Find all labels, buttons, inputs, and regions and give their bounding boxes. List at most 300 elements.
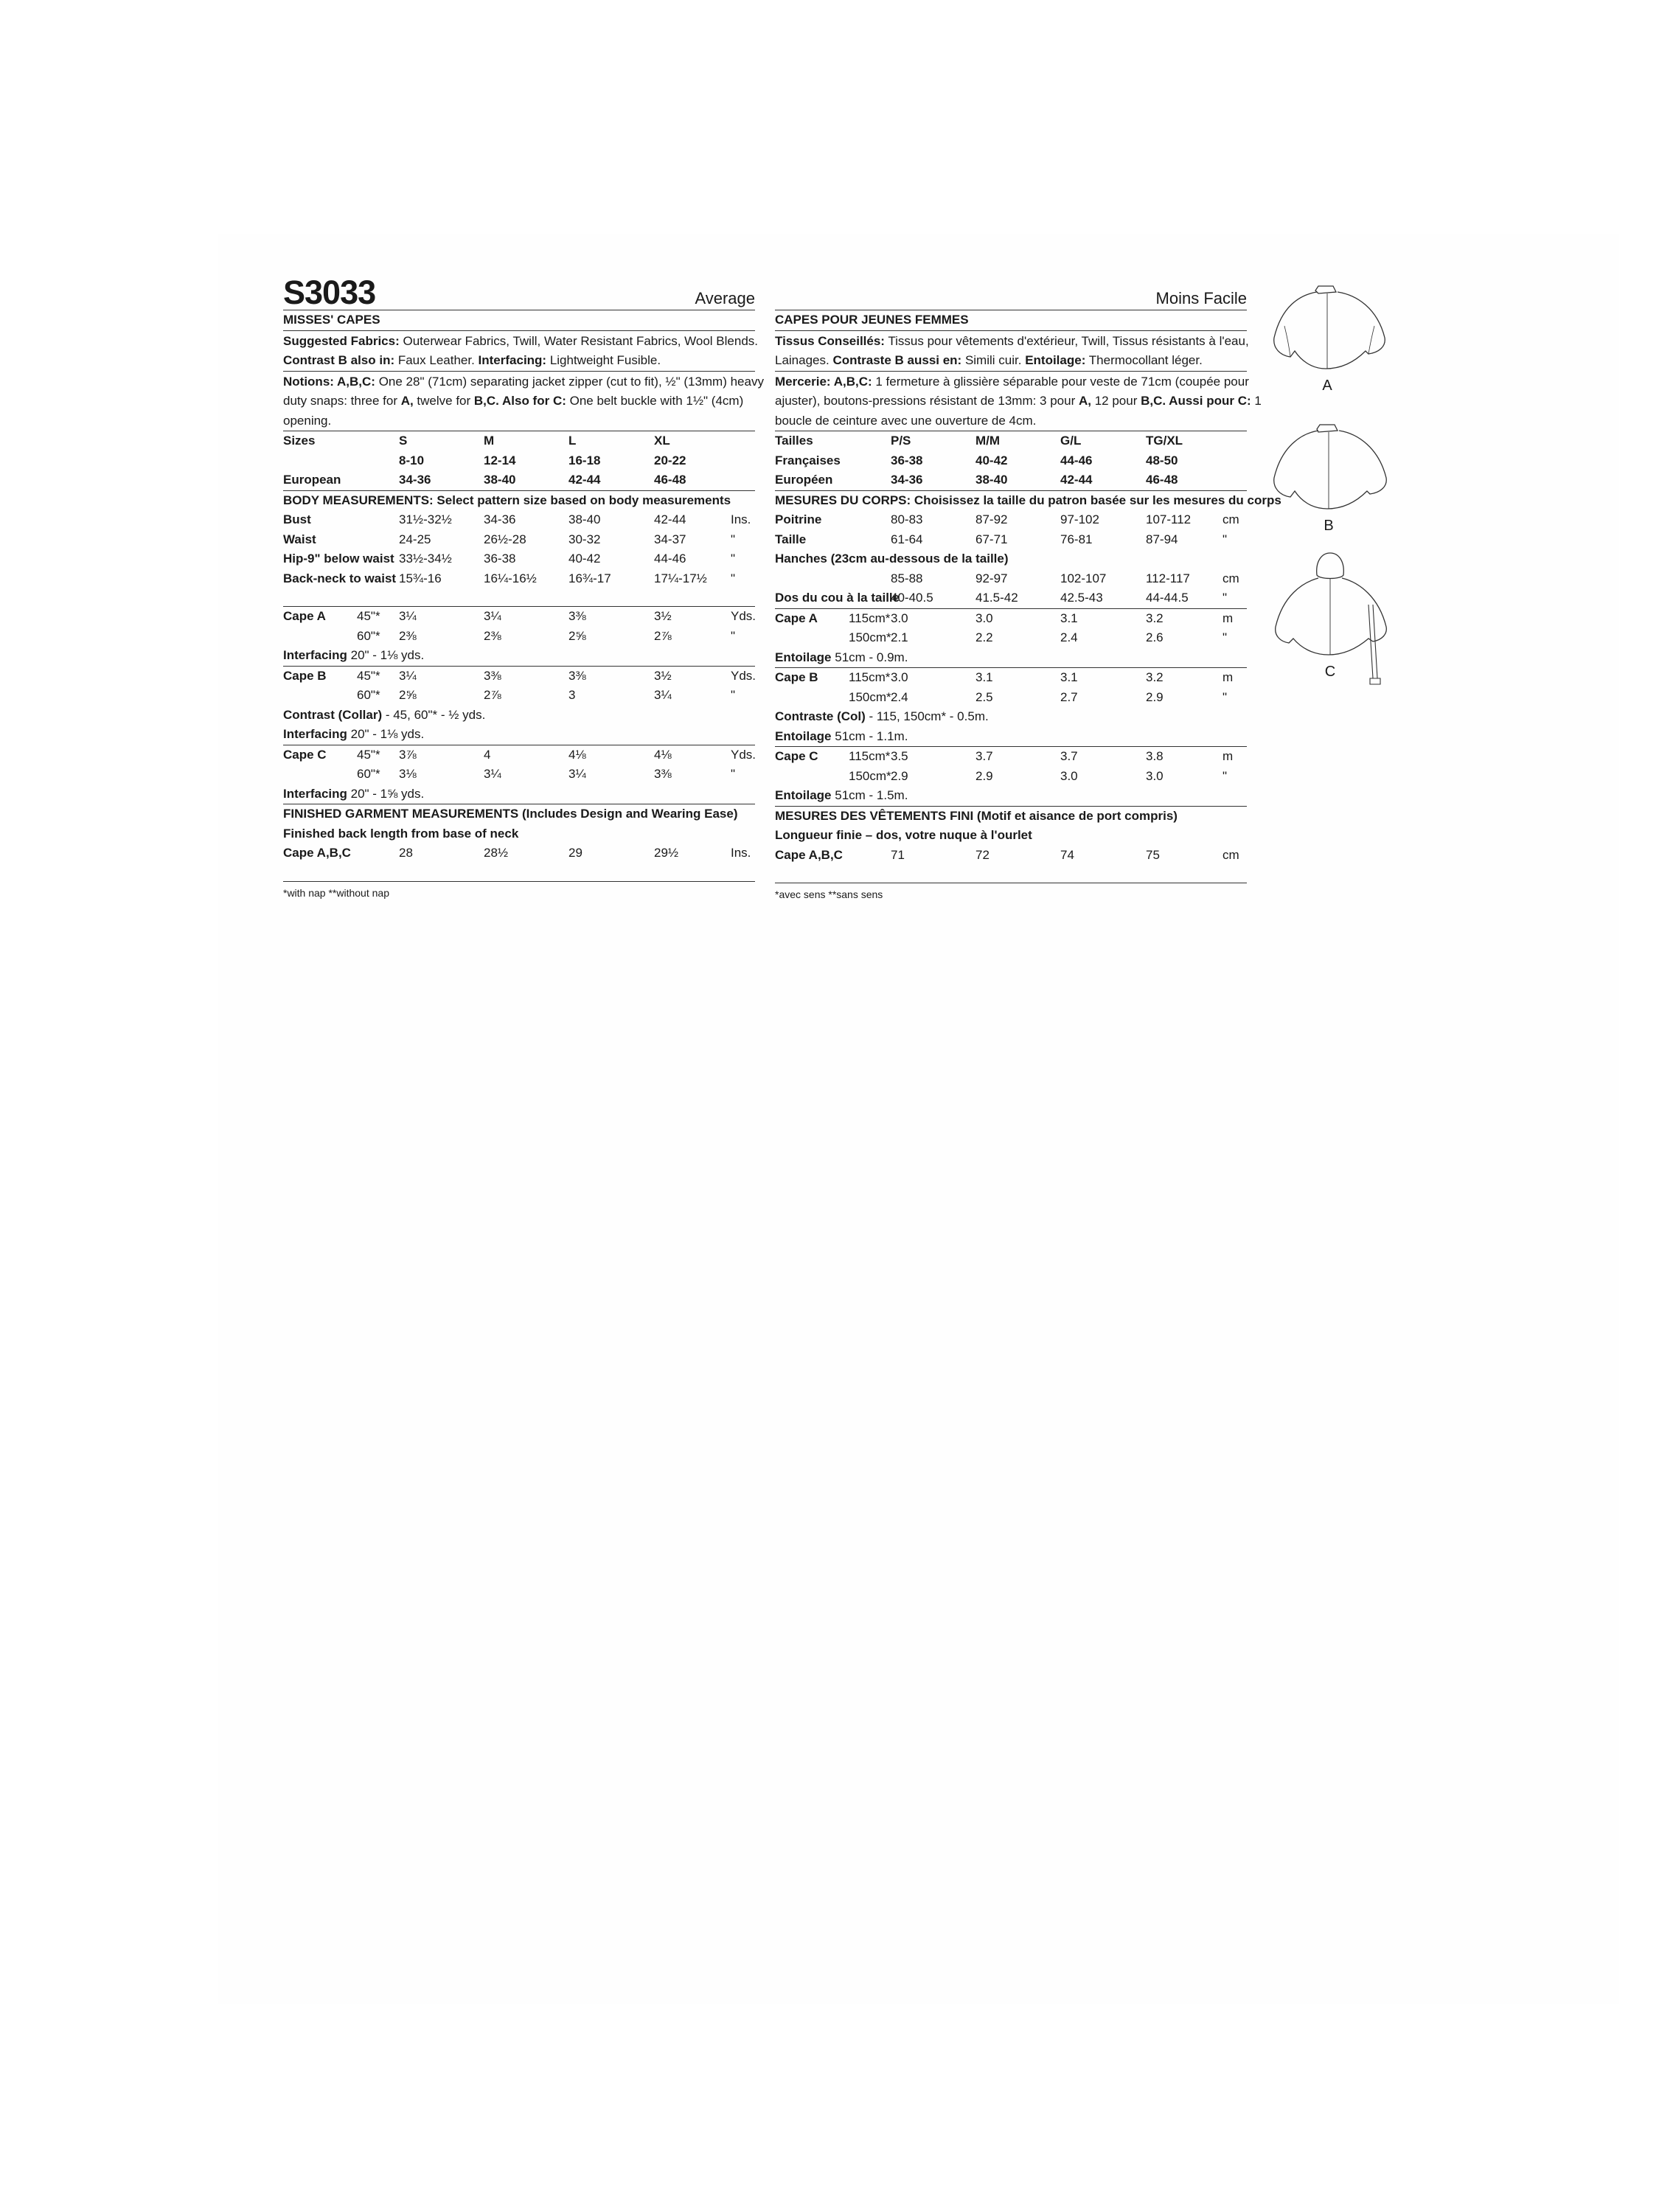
notions-text xyxy=(775,372,1262,431)
measurement-cell: " xyxy=(1222,532,1228,546)
yardage-cell: 60"* xyxy=(357,767,380,781)
text-line xyxy=(775,351,1203,371)
yardage-note xyxy=(775,648,1247,668)
measurement-row xyxy=(775,510,1247,530)
yardage-table xyxy=(283,607,755,804)
measurement-cell: 97-102 xyxy=(1060,512,1099,526)
text-segment: 51cm - 1.5m. xyxy=(831,788,908,802)
yardage-cell: Yds. xyxy=(731,747,757,762)
text-segment: Thermocollant léger. xyxy=(1085,353,1203,367)
measurement-cell: Bust xyxy=(283,512,311,526)
yardage-note xyxy=(283,785,755,804)
finished-row xyxy=(775,846,1247,866)
size-cell: XL xyxy=(654,434,670,448)
yardage-cell: 3.0 xyxy=(891,670,908,684)
measurement-row xyxy=(283,530,755,550)
yardage-cell: 3.2 xyxy=(1146,670,1164,684)
measurement-cell: 38-40 xyxy=(568,512,601,526)
size-cell: M xyxy=(484,434,495,448)
yardage-cell: 3¼ xyxy=(568,767,586,781)
size-cell: 36-38 xyxy=(891,453,923,467)
size-cell: M/M xyxy=(975,434,1001,448)
finished-cell: 28 xyxy=(399,846,413,860)
size-cell: 46-48 xyxy=(1146,473,1178,487)
yardage-cell: Yds. xyxy=(731,609,757,623)
text-segment: Entoilage xyxy=(775,788,832,802)
finished-heading: MESURES DES VÊTEMENTS FINI (Motif et aisance de port compris) xyxy=(775,808,1178,823)
yardage-cell: " xyxy=(731,628,736,643)
measurement-cell: 30-32 xyxy=(568,532,601,546)
size-cell: Tailles xyxy=(775,434,813,448)
text-segment: A, xyxy=(400,394,414,408)
size-cell: 42-44 xyxy=(1060,473,1093,487)
yardage-cell: m xyxy=(1222,670,1234,684)
yardage-cell: 3.0 xyxy=(1060,768,1078,783)
text-segment: Hanches (23cm au-dessous de la taille) xyxy=(775,552,1009,566)
text-segment: Lainages. xyxy=(775,353,833,367)
text-segment: Contraste B aussi en: xyxy=(832,353,962,367)
yardage-note xyxy=(283,706,755,726)
measurement-cell: 67-71 xyxy=(975,532,1008,546)
view-label-c: C xyxy=(1324,664,1336,680)
yardage-note xyxy=(775,707,1247,727)
measurement-cell: 85-88 xyxy=(891,571,923,585)
finished-cell: 28½ xyxy=(484,846,509,860)
yardage-cell: 115cm* xyxy=(849,749,891,763)
yardage-cell: 150cm* xyxy=(849,689,891,704)
size-cell: Françaises xyxy=(775,453,841,467)
text-segment: Interfacing: xyxy=(478,353,547,367)
yardage-row xyxy=(775,767,1247,787)
text-line xyxy=(775,332,1249,352)
size-row xyxy=(775,470,1247,490)
cape-sketches xyxy=(1265,280,1391,693)
text-segment: Interfacing xyxy=(283,727,347,741)
measurement-cell: 16¼-16½ xyxy=(484,571,537,585)
size-cell: TG/XL xyxy=(1146,434,1183,448)
yardage-cell: 3.5 xyxy=(891,749,908,763)
finished-table xyxy=(283,844,755,863)
text-segment: Mercerie: A,B,C: xyxy=(775,374,872,389)
text-line xyxy=(283,725,424,745)
finished-row xyxy=(283,844,755,863)
yardage-cell: 150cm* xyxy=(849,768,891,783)
measurement-row xyxy=(283,549,755,569)
text-segment: duty snaps: three for xyxy=(283,394,401,408)
yardage-cell: 3.0 xyxy=(891,611,908,625)
yardage-cell: Cape C xyxy=(775,749,818,763)
text-segment: boucle de ceinture avec une ouverture de 4cm. xyxy=(775,413,1037,428)
cape-sketches-svg xyxy=(1265,280,1391,693)
header xyxy=(283,276,755,310)
yardage-cell: m xyxy=(1222,749,1234,763)
yardage-cell: 115cm* xyxy=(849,611,891,625)
text-segment: Contrast (Collar) xyxy=(283,707,383,722)
text-segment: ajuster), boutons-pressions résistant de 13mm: 3 pour xyxy=(775,394,1079,408)
text-segment: 1 xyxy=(1251,394,1262,408)
size-row xyxy=(283,470,755,490)
text-line xyxy=(283,372,764,392)
finished-cell: 74 xyxy=(1060,847,1074,862)
yardage-cell: 3¼ xyxy=(484,767,501,781)
cape-a-drawing xyxy=(1274,286,1385,369)
measurement-cell: " xyxy=(1222,591,1228,605)
yardage-cell: 3.7 xyxy=(975,749,993,763)
measurement-cell: " xyxy=(731,571,736,585)
english-column xyxy=(283,274,764,901)
size-row xyxy=(283,431,755,451)
measurement-cell: 44-46 xyxy=(654,552,686,566)
finished-heading: FINISHED GARMENT MEASUREMENTS (Includes Design and Wearing Ease) xyxy=(283,807,738,821)
yardage-cell: 2⅝ xyxy=(568,628,586,643)
yardage-group xyxy=(775,668,1247,746)
yardage-cell: 3 xyxy=(568,688,576,702)
text-line xyxy=(775,727,908,747)
yardage-cell: 3.0 xyxy=(975,611,993,625)
size-row xyxy=(775,451,1247,471)
size-cell: 38-40 xyxy=(975,473,1008,487)
yardage-cell: 3½ xyxy=(654,668,672,683)
size-cell: 16-18 xyxy=(568,453,601,467)
size-cell: 48-50 xyxy=(1146,453,1178,467)
text-segment: Faux Leather. xyxy=(394,353,479,367)
measurement-cell: Dos du cou à la taille xyxy=(775,591,900,605)
yardage-cell: " xyxy=(731,767,736,781)
size-row xyxy=(283,451,755,471)
measurement-cell: Poitrine xyxy=(775,512,822,526)
text-segment: opening. xyxy=(283,413,332,428)
size-cell: 34-36 xyxy=(891,473,923,487)
finished-cell: 75 xyxy=(1146,847,1160,862)
text-segment: 20" - 1⅝ yds. xyxy=(347,786,425,801)
measurement-cell: 40-42 xyxy=(568,552,601,566)
text-segment: 1 fermeture à glissière séparable pour veste de 71cm (coupée pour xyxy=(872,374,1249,389)
size-cell: G/L xyxy=(1060,434,1082,448)
size-cell: 38-40 xyxy=(484,473,516,487)
text-line xyxy=(775,411,1036,431)
size-row xyxy=(775,431,1247,451)
measurement-cell: Taille xyxy=(775,532,807,546)
size-cell: Européen xyxy=(775,473,833,487)
yardage-cell: 2⅝ xyxy=(399,688,417,702)
view-label-a: A xyxy=(1322,378,1332,394)
yardage-row xyxy=(775,609,1247,629)
yardage-note xyxy=(775,727,1247,747)
body-measurements-heading: MESURES DU CORPS: Choisissez la taille du patron basée sur les mesures du corps xyxy=(775,493,1281,507)
yardage-cell: 3⅜ xyxy=(568,609,586,623)
text-segment: Lightweight Fusible. xyxy=(546,353,661,367)
yardage-cell: 60"* xyxy=(357,628,380,643)
yardage-cell: 3⅜ xyxy=(654,767,672,781)
notions-line xyxy=(775,372,1247,392)
measurement-cell: 42-44 xyxy=(654,512,686,526)
size-cell: 44-46 xyxy=(1060,453,1093,467)
yardage-group xyxy=(775,609,1247,668)
fabrics-line xyxy=(283,332,758,352)
yardage-cell: 2.4 xyxy=(1060,630,1078,644)
text-segment: Interfacing xyxy=(283,786,347,801)
size-cell: Sizes xyxy=(283,434,316,448)
measurement-cell: cm xyxy=(1222,571,1239,585)
yardage-cell: 2.5 xyxy=(975,689,993,704)
text-segment: Tissus pour vêtements d'extérieur, Twill, Tissus résistants à l'eau, xyxy=(884,333,1249,348)
text-segment: Outerwear Fabrics, Twill, Water Resistant Fabrics, Wool Blends. xyxy=(399,333,758,348)
yardage-cell: 2.9 xyxy=(891,768,908,783)
text-segment: Suggested Fabrics: xyxy=(283,333,400,348)
yardage-cell: 3.8 xyxy=(1146,749,1164,763)
text-segment: Interfacing xyxy=(283,648,347,662)
size-table xyxy=(283,431,755,490)
text-segment: One belt buckle with 1½" (4cm) xyxy=(566,394,744,408)
text-segment: - 115, 150cm* - 0.5m. xyxy=(865,709,989,723)
yardage-cell: 3.0 xyxy=(1146,768,1164,783)
yardage-cell: 150cm* xyxy=(849,630,891,644)
measurement-cell: Waist xyxy=(283,532,316,546)
text-segment: Entoilage xyxy=(775,650,832,664)
french-column xyxy=(775,276,1281,902)
finished-cell: Ins. xyxy=(731,846,751,860)
size-cell: L xyxy=(568,434,577,448)
yardage-cell: 2⅜ xyxy=(399,628,417,643)
yardage-cell: Cape A xyxy=(283,609,326,623)
yardage-cell: 3⅜ xyxy=(484,668,501,683)
text-segment: Entoilage: xyxy=(1025,353,1086,367)
text-segment: twelve for xyxy=(413,394,474,408)
yardage-row xyxy=(283,607,755,627)
yardage-cell: " xyxy=(1222,689,1228,704)
notions-line xyxy=(283,372,764,392)
text-segment: Entoilage xyxy=(775,728,832,743)
notions-line xyxy=(283,411,755,431)
yardage-row xyxy=(283,765,755,785)
finished-cell: Cape A,B,C xyxy=(283,846,351,860)
yardage-note xyxy=(775,786,1247,806)
yardage-cell: 3¼ xyxy=(484,609,501,623)
fabrics-line xyxy=(775,351,1247,371)
measurement-cell: 33½-34½ xyxy=(399,552,452,566)
notions-line xyxy=(283,392,755,411)
yardage-cell: 3.1 xyxy=(1060,611,1078,625)
yardage-group xyxy=(775,747,1247,806)
yardage-cell: 45"* xyxy=(357,609,380,623)
yardage-cell: 3¼ xyxy=(399,668,417,683)
yardage-row xyxy=(775,688,1247,708)
text-line xyxy=(283,411,331,431)
text-segment: A, xyxy=(1078,394,1091,408)
size-cell: European xyxy=(283,473,341,487)
text-line xyxy=(775,549,1009,569)
text-line xyxy=(283,351,661,371)
measurement-cell: 34-36 xyxy=(484,512,516,526)
yardage-cell: 3.1 xyxy=(1060,670,1078,684)
size-cell: P/S xyxy=(891,434,911,448)
measurement-row xyxy=(775,569,1247,589)
body-measurements-heading: BODY MEASUREMENTS: Select pattern size based on body measurements xyxy=(283,493,731,507)
yardage-cell: 3¼ xyxy=(654,688,672,702)
text-segment: 51cm - 0.9m. xyxy=(831,650,908,664)
yardage-cell: " xyxy=(1222,768,1228,783)
text-segment: Tissus Conseillés: xyxy=(775,333,885,348)
measurement-cell: 87-94 xyxy=(1146,532,1178,546)
footnote: *with nap **without nap xyxy=(283,886,389,899)
measurement-cell: 76-81 xyxy=(1060,532,1093,546)
text-segment: 51cm - 1.1m. xyxy=(831,728,908,743)
body-line xyxy=(775,549,1247,569)
size-cell: 12-14 xyxy=(484,453,516,467)
measurement-cell: Back-neck to waist xyxy=(283,571,397,585)
measurement-cell: 24-25 xyxy=(399,532,431,546)
text-line xyxy=(283,332,758,352)
yardage-cell: 3⅞ xyxy=(399,747,417,762)
yardage-group xyxy=(283,745,755,804)
measurement-cell: 44-44.5 xyxy=(1146,591,1189,605)
measurement-cell: " xyxy=(731,552,736,566)
yardage-row xyxy=(775,628,1247,648)
measurement-cell: 15¾-16 xyxy=(399,571,442,585)
yardage-cell: " xyxy=(731,688,736,702)
text-segment: Contrast B also in: xyxy=(283,353,395,367)
yardage-cell: Cape C xyxy=(283,747,327,762)
measurement-cell: 41.5-42 xyxy=(975,591,1018,605)
yardage-cell: 2.2 xyxy=(975,630,993,644)
measurement-cell: 80-83 xyxy=(891,512,923,526)
yardage-cell: 2.7 xyxy=(1060,689,1078,704)
text-segment: 20" - 1⅛ yds. xyxy=(347,727,425,741)
yardage-note xyxy=(283,725,755,745)
text-line xyxy=(283,785,424,804)
measurement-cell: 34-37 xyxy=(654,532,686,546)
yardage-group xyxy=(283,607,755,666)
size-cell: 40-42 xyxy=(975,453,1008,467)
notions-line xyxy=(775,392,1262,411)
measurement-cell: " xyxy=(731,532,736,546)
difficulty-level: Moins Facile xyxy=(1155,289,1247,307)
text-line xyxy=(775,707,989,727)
text-line xyxy=(775,786,908,806)
yardage-cell: 3.7 xyxy=(1060,749,1078,763)
yardage-cell: 45"* xyxy=(357,668,380,683)
cape-b-drawing xyxy=(1274,425,1387,509)
text-line xyxy=(775,372,1249,392)
body-measurements-table xyxy=(775,510,1247,608)
yardage-row xyxy=(283,667,755,686)
size-cell: 20-22 xyxy=(654,453,686,467)
yardage-cell: Cape A xyxy=(775,611,818,625)
yardage-cell: 2.9 xyxy=(975,768,993,783)
text-line xyxy=(283,392,743,411)
yardage-cell: 2⅞ xyxy=(654,628,672,643)
yardage-cell: 3¼ xyxy=(399,609,417,623)
text-segment: Simili cuir. xyxy=(961,353,1026,367)
yardage-table xyxy=(775,609,1247,807)
size-cell: S xyxy=(399,434,408,448)
yardage-cell: Cape B xyxy=(283,668,327,683)
yardage-cell: 45"* xyxy=(357,747,380,762)
text-segment: 12 pour xyxy=(1091,394,1141,408)
view-label-b: B xyxy=(1324,518,1334,534)
yardage-cell: 60"* xyxy=(357,688,380,702)
measurement-cell: 36-38 xyxy=(484,552,516,566)
pattern-code: S3033 xyxy=(283,274,376,311)
yardage-cell: 4 xyxy=(484,747,491,762)
fabrics-text xyxy=(283,331,758,371)
measurement-row xyxy=(283,510,755,530)
text-line xyxy=(775,392,1262,411)
finished-cell: 72 xyxy=(975,847,990,862)
notions-line xyxy=(775,411,1247,431)
section-title: MISSES' CAPES xyxy=(283,313,380,327)
yardage-cell: m xyxy=(1222,611,1234,625)
finished-subheading: Finished back length from base of neck xyxy=(283,826,519,841)
yardage-cell: Yds. xyxy=(731,668,757,683)
yardage-row xyxy=(283,627,755,647)
measurement-cell: 17¼-17½ xyxy=(654,571,707,585)
yardage-cell: 3½ xyxy=(654,609,672,623)
finished-cell: 29½ xyxy=(654,846,679,860)
measurement-cell: 26½-28 xyxy=(484,532,526,546)
measurement-row xyxy=(283,569,755,589)
measurement-cell: cm xyxy=(1222,512,1239,526)
measurement-cell: 42.5-43 xyxy=(1060,591,1103,605)
text-segment: - 45, 60"* - ½ yds. xyxy=(382,707,486,722)
fabrics-line xyxy=(775,332,1247,352)
yardage-group xyxy=(283,667,755,745)
measurement-cell: Ins. xyxy=(731,512,751,526)
size-cell: 46-48 xyxy=(654,473,686,487)
measurement-cell: Hip-9" below waist xyxy=(283,552,394,566)
yardage-cell: Cape B xyxy=(775,670,818,684)
finished-cell: cm xyxy=(1222,847,1239,862)
measurement-cell: 31½-32½ xyxy=(399,512,452,526)
measurement-row xyxy=(775,588,1247,608)
yardage-cell: 3.1 xyxy=(975,670,993,684)
yardage-row xyxy=(775,747,1247,767)
yardage-cell: 2⅜ xyxy=(484,628,501,643)
text-segment: Notions: A,B,C: xyxy=(283,374,375,389)
fabrics-line xyxy=(283,351,755,371)
yardage-cell: 4⅛ xyxy=(654,747,672,762)
measurement-cell: 92-97 xyxy=(975,571,1008,585)
size-table xyxy=(775,431,1247,490)
measurement-row xyxy=(775,530,1247,550)
yardage-cell: 2.6 xyxy=(1146,630,1164,644)
text-line xyxy=(283,646,424,666)
text-line xyxy=(283,706,485,726)
text-segment: Contraste (Col) xyxy=(775,709,866,723)
fabrics-text xyxy=(775,331,1247,371)
body-measurements-table xyxy=(283,510,755,588)
measurement-cell: 112-117 xyxy=(1146,571,1190,585)
finished-table xyxy=(775,846,1247,866)
measurement-cell: 107-112 xyxy=(1146,512,1192,526)
text-segment: B,C. Aussi pour C: xyxy=(1141,394,1251,408)
yardage-cell: 3.2 xyxy=(1146,611,1164,625)
section-title: CAPES POUR JEUNES FEMMES xyxy=(775,313,969,327)
yardage-cell: " xyxy=(1222,630,1228,644)
finished-cell: Cape A,B,C xyxy=(775,847,843,862)
yardage-cell: 2.9 xyxy=(1146,689,1164,704)
yardage-note xyxy=(283,646,755,666)
text-segment: One 28" (71cm) separating jacket zipper (cut to fit), ½" (13mm) heavy xyxy=(375,374,764,389)
measurement-cell: 61-64 xyxy=(891,532,923,546)
text-segment: 20" - 1⅛ yds. xyxy=(347,648,425,662)
finished-cell: 71 xyxy=(891,847,905,862)
yardage-cell: 2.1 xyxy=(891,630,908,644)
yardage-cell: 2⅞ xyxy=(484,688,501,702)
finished-cell: 29 xyxy=(568,846,582,860)
yardage-cell: 2.4 xyxy=(891,689,908,704)
yardage-cell: 3⅜ xyxy=(568,668,586,683)
